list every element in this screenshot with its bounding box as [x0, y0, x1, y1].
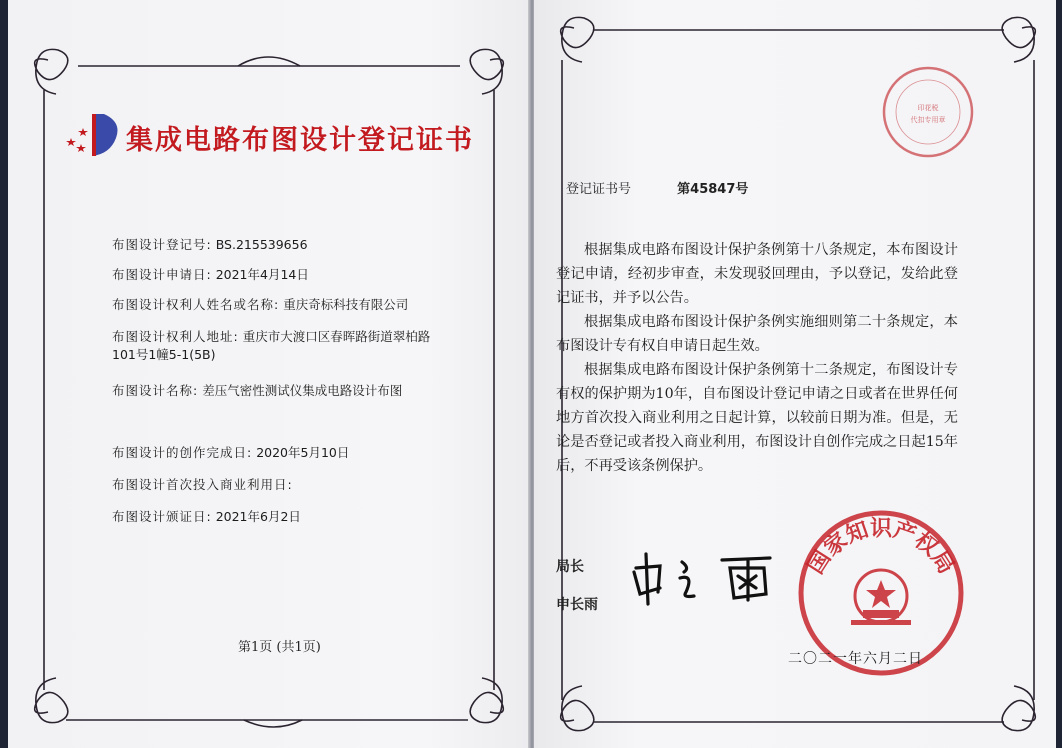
certificate-number: 登记证书号 第45847号: [566, 182, 749, 197]
field-issue-date: 布图设计颁证日: 2021年6月2日: [112, 509, 301, 524]
left-page: [8, 0, 530, 748]
tax-seal: [878, 62, 978, 162]
seal-text: 国家知识产权局: [802, 515, 960, 579]
field-application-date: 布图设计申请日: 2021年4月14日: [112, 267, 309, 282]
page-indicator: 第1页 (共1页): [238, 640, 321, 655]
field-registration-no: 布图设计登记号: BS.215539656: [112, 237, 308, 252]
paragraph-1: 根据集成电路布图设计保护条例第十八条规定，本布图设计登记申请，经初步审查，未发现驳回理由，予以登记，发给此登记证书，并予以公告。: [556, 242, 958, 306]
svg-text:印花税: 印花税: [917, 104, 939, 112]
field-commercial-use-date: 布图设计首次投入商业利用日:: [112, 477, 293, 492]
paragraph-3: 根据集成电路布图设计保护条例第十二条规定，布图设计专有权的保护期为10年，自布图设计登记申请之日或者在世界任何地方首次投入商业利用之日起计算，以较前日期为准。但是，无论是否登记或者投入商业利用，布图设计自创作完成之日起15年后，不再受该条例保护。: [556, 362, 958, 474]
right-page: [534, 0, 1056, 748]
signer-name: 申长雨: [556, 597, 598, 613]
field-owner-name: 布图设计权利人姓名或名称: 重庆奇标科技有限公司: [112, 297, 409, 312]
field-owner-address: 布图设计权利人地址: 重庆市大渡口区春晖路街道翠柏路101号1幢5-1(5B): [112, 329, 431, 362]
field-creation-date: 布图设计的创作完成日: 2020年5月10日: [112, 445, 350, 460]
signer-title: 局长: [556, 559, 584, 575]
paragraph-2: 根据集成电路布图设计保护条例实施细则第二十条规定，本布图设计专有权自申请日起生效。: [556, 314, 958, 354]
certificate-title: 集成电路布图设计登记证书: [126, 125, 474, 156]
field-design-name: 布图设计名称: 差压气密性测试仪集成电路设计布图: [112, 383, 403, 398]
issue-date: 二〇二一年六月二日: [788, 651, 923, 667]
svg-text:代扣专用章: 代扣专用章: [910, 116, 946, 124]
cnipa-logo: [64, 110, 126, 160]
handwritten-signature: [630, 548, 790, 608]
